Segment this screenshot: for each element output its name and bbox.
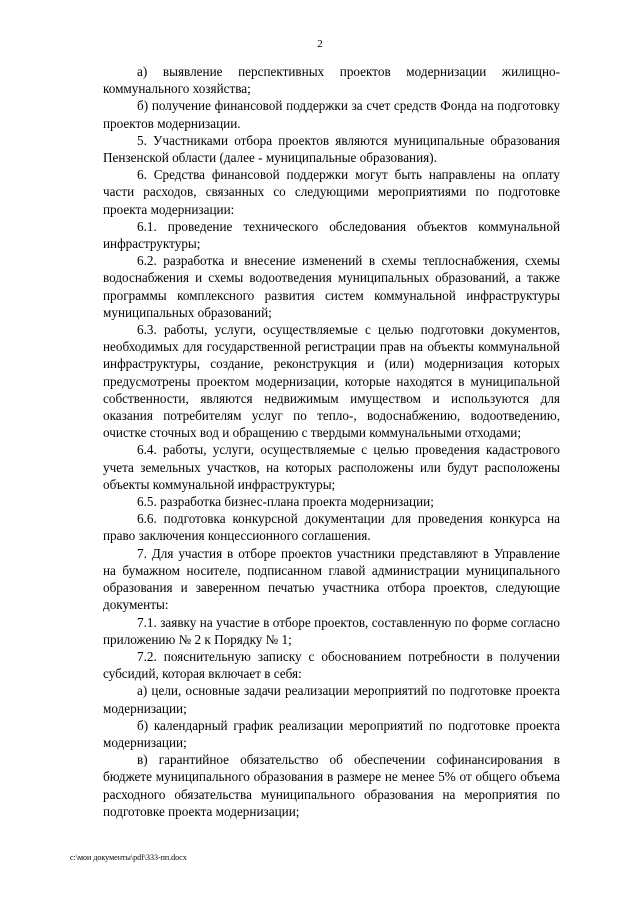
paragraph-6-funds: 6. Средства финансовой поддержки могут быть направлены на оплату части расходов, связанных со следующими мероприятиями по подготовке проекта модернизации: [103,167,560,217]
paragraph-5-participants: 5. Участниками отбора проектов являются муниципальные образования Пензенской области (далее - муниципальные образования). [103,132,560,166]
paragraph-7-2-a: а) цели, основные задачи реализации мероприятий по подготовке проекта модернизации; [103,683,560,716]
paragraph-6-6: 6.6. подготовка конкурсной документации для проведения конкурса на право заключения концессионного соглашения. [103,511,560,544]
paragraph-7-2-b: б) календарный график реализации мероприятий по подготовке проекта модернизации; [103,717,560,750]
paragraph-7-2: 7.2. пояснительную записку с обоснованием потребности в получении субсидий, которая включает в себя: [103,648,560,682]
page-number: 2 [317,38,323,50]
paragraph-item-a-identify: а) выявление перспективных проектов модернизации жилищно-коммунального хозяйства; [103,64,560,97]
paragraph-6-4: 6.4. работы, услуги, осуществляемые с целью проведения кадастрового учета земельных участков, на которых расположены или будут расположены объекты коммунальной инфраструктуры; [103,442,560,492]
paragraph-7-1: 7.1. заявку на участие в отборе проектов, составленную по форме согласно приложению № 2 к Порядку № 1; [103,614,560,647]
paragraph-6-1: 6.1. проведение технического обследования объектов коммунальной инфраструктуры; [103,218,560,252]
document-body [103,63,560,820]
footer-file-path: c:\мои документы\pdf\333-пп.docx [70,853,187,862]
paragraph-7-documents: 7. Для участия в отборе проектов участники представляют в Управление на бумажном носителе, подписанном главой администрации муниципального образования и заверенном печатью участника отбора проектов, следующие документы: [103,545,560,613]
paragraph-7-2-c: в) гарантийное обязательство об обеспечении софинансирования в бюджете муниципального образования в размере не менее 5% от общего объема расходного обязательства муниципального образования на мероприятия по подготовке проекта модернизации; [103,752,560,819]
paragraph-6-5: 6.5. разработка бизнес-плана проекта модернизации; [137,494,434,510]
paragraph-6-3: 6.3. работы, услуги, осуществляемые с целью подготовки документов, необходимых для государственной регистрации прав на объекты коммунальной инфраструктуры, создание, реконструкция и (или) модернизация которых предусмотрены проектом модернизации, которые находятся в муниципальной собственности, являются недвижимым имуществом и используются для оказания потребителям услуг по тепло-, водоснабжению, водоотведению, очистке сточных вод и обращению с твердыми коммунальными отходами; [103,322,560,441]
paragraph-6-2: 6.2. разработка и внесение изменений в схемы теплоснабжения, схемы водоснабжения и схемы водоотведения муниципальных образований, а также программы комплексного развития систем коммунальной инфраструктуры муниципальных образований; [103,253,560,320]
paragraph-item-b-funding: б) получение финансовой поддержки за счет средств Фонда на подготовку проектов модернизации. [103,98,560,131]
